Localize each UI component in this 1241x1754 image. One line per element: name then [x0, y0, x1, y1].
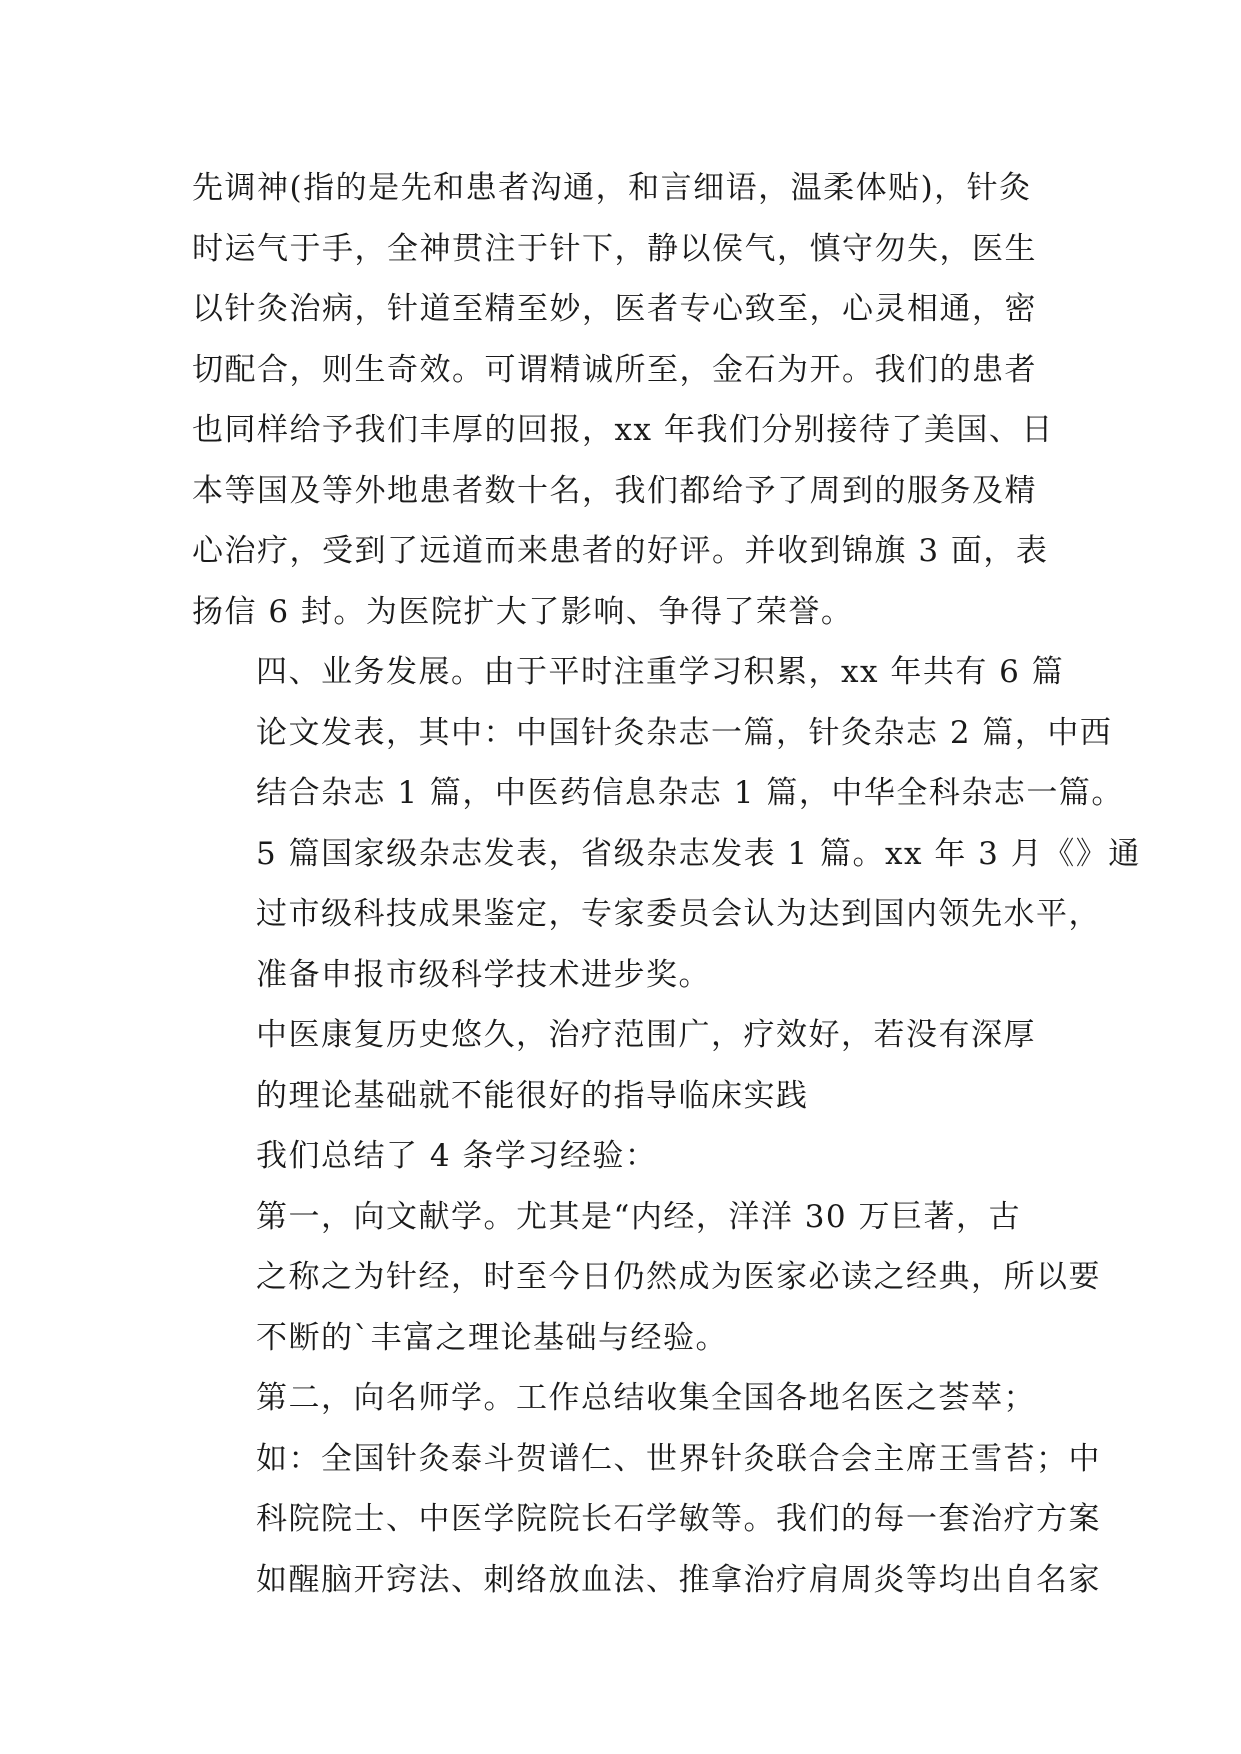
text-line: 之称之为针经，时至今日仍然成为医家必读之经典，所以要 [256, 1259, 1101, 1295]
paragraph [192, 642, 1141, 1005]
text-line: 扬信 6 封。为医院扩大了影响、争得了荣誉。 [192, 593, 854, 630]
text-line: 过市级科技成果鉴定，专家委员会认为达到国内领先水平， [256, 896, 1101, 932]
text-line: 如：全国针灸泰斗贺谱仁、世界针灸联合会主席王雪苔；中 [256, 1440, 1101, 1477]
document-body [192, 158, 1141, 1610]
text-line: 5 篇国家级杂志发表，省级杂志发表 1 篇。xx 年 3 月《》通 [256, 835, 1141, 872]
text-line: 论文发表，其中：中国针灸杂志一篇，针灸杂志 2 篇，中西 [256, 714, 1113, 751]
text-line: 结合杂志 1 篇，中医药信息杂志 1 篇，中华全科杂志一篇。 [256, 775, 1124, 811]
text-line: 科院院士、中医学院院长石学敏等。我们的每一套治疗方案 [256, 1501, 1101, 1537]
paragraph [192, 1187, 1101, 1369]
paragraph [192, 158, 1072, 642]
text-line: 切配合，则生奇效。可谓精诚所至，金石为开。我们的患者 [192, 351, 1037, 388]
text-line: 中医康复历史悠久，治疗范围广，疗效好，若没有深厚 [256, 1017, 1036, 1053]
text-line: 先调神(指的是先和患者沟通，和言细语，温柔体贴)，针灸 [192, 170, 1032, 206]
text-line: 的理论基础就不能很好的指导临床实践 [256, 1077, 809, 1114]
paragraph [192, 1368, 1101, 1610]
text-line: 以针灸治病，针道至精至妙，医者专心致至，心灵相通，密 [192, 291, 1037, 327]
text-line: 第一，向文献学。尤其是“内经，洋洋 30 万巨著，古 [256, 1198, 1022, 1235]
text-line: 时运气于手，全神贯注于针下，静以侯气，慎守勿失，医生 [192, 230, 1037, 267]
text-line: 准备申报市级科学技术进步奖。 [256, 956, 711, 993]
text-line: 不断的`丰富之理论基础与经验。 [256, 1319, 728, 1356]
text-line: 四、业务发展。由于平时注重学习积累，xx 年共有 6 篇 [256, 654, 1065, 690]
text-line: 心治疗，受到了远道而来患者的好评。并收到锦旗 3 面，表 [192, 533, 1049, 569]
text-line: 也同样给予我们丰厚的回报，xx 年我们分别接待了美国、日 [192, 412, 1054, 448]
text-line: 第二，向名师学。工作总结收集全国各地名医之荟萃； [256, 1380, 1036, 1416]
text-line: 我们总结了 4 条学习经验： [256, 1138, 658, 1174]
paragraph [192, 1126, 1072, 1187]
text-line: 如醒脑开窍法、刺络放血法、推拿治疗肩周炎等均出自名家 [256, 1561, 1101, 1598]
text-line: 本等国及等外地患者数十名，我们都给予了周到的服务及精 [192, 472, 1037, 509]
paragraph [192, 1005, 1072, 1126]
